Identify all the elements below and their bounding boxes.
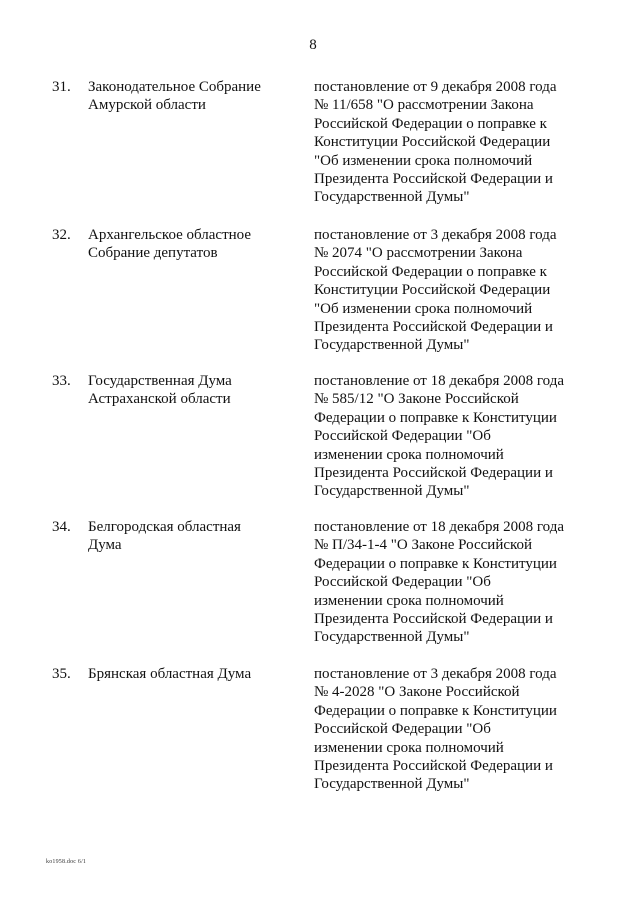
resolution-line: постановление от 3 декабря 2008 года [314,227,557,243]
authority-line: Собрание депутатов [88,245,218,262]
resolution-line: постановление от 3 декабря 2008 года [314,666,557,682]
resolution-line: изменении срока полномочий [314,446,504,463]
footer-document-code: ko1958.doc 6/1 [46,859,87,865]
authority-line: Белгородская областная [88,519,241,535]
item-number: 31. [52,79,71,95]
resolution-line: Президента Российской Федерации и [314,465,553,482]
resolution-line: Президента Российской Федерации и [314,171,553,188]
resolution-line: № 585/12 "О Законе Российской [314,391,519,408]
resolution-line: Президента Российской Федерации и [314,758,553,775]
resolution-line: Президента Российской Федерации и [314,319,553,336]
resolution-line: Государственной Думы" [314,483,470,500]
item-authority [88,226,288,263]
resolution-line: № 11/658 "О рассмотрении Закона [314,97,534,114]
resolution-line: Российской Федерации "Об [314,721,491,738]
resolution-line: Конституции Российской Федерации [314,134,551,151]
resolution-line: Президента Российской Федерации и [314,611,553,628]
item-number: 35. [52,666,71,682]
resolution-line: Федерации о поправке к Конституции [314,409,557,426]
resolution-line: Российской Федерации о поправке к [314,263,547,280]
authority-line: Дума [88,537,122,554]
item-authority [88,518,288,555]
item-resolution [314,372,614,501]
resolution-line: Государственной Думы" [314,189,470,206]
item-authority [88,665,288,683]
item-resolution [314,518,614,647]
resolution-line: "Об изменении срока полномочий [314,152,533,169]
resolution-line: Российской Федерации о поправке к [314,115,547,132]
item-resolution [314,226,614,355]
resolution-line: № 4-2028 "О Законе Российской [314,684,520,701]
item-number: 34. [52,519,71,535]
resolution-line: постановление от 18 декабря 2008 года [314,373,565,389]
authority-line: Брянская областная Дума [88,666,252,682]
resolution-line: Российской Федерации "Об [314,574,491,591]
resolution-line: Федерации о поправке к Конституции [314,702,557,719]
resolution-line: изменении срока полномочий [314,739,504,756]
resolution-line: № П/34-1-4 "О Законе Российской [314,537,533,554]
item-resolution [314,665,614,794]
authority-line: Амурской области [88,97,206,114]
resolution-line: изменении срока полномочий [314,592,504,609]
authority-line: Законодательное Собрание [88,79,261,95]
authority-line: Архангельское областное [88,227,252,243]
resolution-line: постановление от 18 декабря 2008 года [314,519,565,535]
resolution-line: № 2074 "О рассмотрении Закона [314,245,523,262]
authority-line: Государственная Дума [88,373,232,389]
item-authority [88,372,288,409]
resolution-line: "Об изменении срока полномочий [314,300,533,317]
resolution-line: Государственной Думы" [314,629,470,646]
resolution-line: Федерации о поправке к Конституции [314,555,557,572]
item-number: 32. [52,227,71,243]
item-number: 33. [52,373,71,389]
authority-line: Астраханской области [88,391,231,408]
item-resolution [314,78,614,207]
page-number: 8 [309,37,317,53]
resolution-line: Государственной Думы" [314,337,470,354]
resolution-line: Конституции Российской Федерации [314,282,551,299]
resolution-line: Государственной Думы" [314,776,470,793]
item-authority [88,78,288,115]
resolution-line: постановление от 9 декабря 2008 года [314,79,557,95]
resolution-line: Российской Федерации "Об [314,428,491,445]
